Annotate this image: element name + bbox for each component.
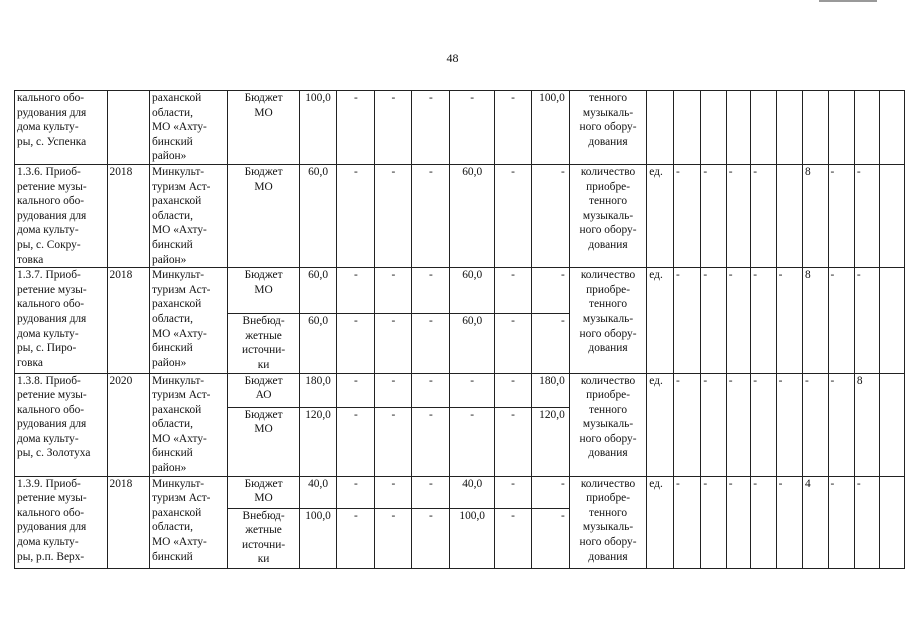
indicator-year-value: - (828, 164, 854, 267)
funding-total: 60,0 (299, 314, 337, 373)
rows.0.executor-line: области, (152, 106, 193, 119)
rows.2.name-line: ры, с. Пиро- (17, 342, 77, 355)
indicator-year-value: - (751, 268, 776, 373)
indicator-unit: ед. (647, 476, 674, 568)
indicator-year-value: - (776, 373, 802, 476)
rows.3.sources.0.source-line: Бюджет (244, 374, 283, 387)
activity-executor (150, 164, 228, 267)
rows.4.name-line: кального обо- (17, 506, 85, 519)
rows.1.name-line: кального обо- (17, 195, 85, 208)
indicator-year-value: - (726, 476, 750, 568)
indicator-name (569, 268, 646, 373)
funding-source (228, 476, 299, 508)
indicator-year-value: 8 (854, 373, 879, 476)
rows.3.name-line: ретение музы- (17, 389, 87, 402)
rows.3.indicator-line: тенного (589, 403, 628, 416)
rows.1.executor-line: район» (152, 253, 187, 266)
rows.4.name-line: ретение музы- (17, 492, 87, 505)
indicator-year-value (880, 476, 905, 568)
rows.1.sources.0.source-line: Бюджет (244, 165, 283, 178)
funding-year-value: - (337, 91, 375, 165)
rows.4.sources.1.source-line: жетные (245, 524, 282, 537)
rows.3.name-line: рудования для (17, 418, 87, 431)
indicator-year-value: - (701, 268, 726, 373)
funding-year-value: - (412, 373, 450, 407)
rows.4.indicator-line: ного обору- (579, 536, 637, 549)
rows.2.sources.0.source-line: МО (254, 283, 273, 296)
rows.3.sources.1.source-line: МО (254, 423, 273, 436)
funding-year-value: - (450, 91, 495, 165)
rows.1.name-line: рудования для (17, 209, 87, 222)
rows.4.name-line: 1.3.9. Приоб- (17, 477, 81, 490)
indicator-year-value (880, 164, 905, 267)
activity-year: 2018 (107, 268, 149, 373)
funding-year-value: - (494, 91, 531, 165)
indicator-year-value (751, 91, 776, 165)
indicator-year-value (776, 91, 802, 165)
rows.0.name-line: ры, с. Успенка (17, 135, 87, 148)
scan-artifact (819, 0, 877, 2)
funding-year-value: - (337, 164, 375, 267)
indicator-year-value: - (701, 164, 726, 267)
funding-year-value: - (337, 314, 375, 373)
funding-year-value: 100,0 (450, 508, 495, 568)
funding-year-value: - (412, 91, 450, 165)
funding-year-value: - (494, 164, 531, 267)
funding-year-value: - (531, 164, 569, 267)
rows.0.executor-line: МО «Ахту- (152, 121, 207, 134)
indicator-year-value (854, 91, 879, 165)
indicator-year-value: - (828, 373, 854, 476)
funding-year-value: - (412, 164, 450, 267)
indicator-name (569, 91, 646, 165)
indicator-year-value: - (701, 373, 726, 476)
activity-executor (150, 91, 228, 165)
rows.2.indicator-line: ного обору- (579, 327, 637, 340)
rows.2.indicator-line: количество (580, 269, 636, 282)
funding-total: 180,0 (299, 373, 337, 407)
activity-year (107, 91, 149, 165)
rows.2.sources.1.source-line: источни- (242, 344, 286, 357)
indicator-year-value: - (726, 373, 750, 476)
funding-source (228, 373, 299, 407)
rows.0.indicator-line: дования (588, 135, 628, 148)
activity-name (15, 373, 108, 476)
activity-year: 2018 (107, 164, 149, 267)
indicator-year-value: - (776, 476, 802, 568)
funding-year-value: 60,0 (450, 314, 495, 373)
rows.2.executor-line: район» (152, 356, 187, 369)
rows.4.executor-line: бинский (152, 550, 193, 563)
funding-year-value: - (531, 476, 569, 508)
rows.2.name-line: 1.3.7. Приоб- (17, 269, 81, 282)
rows.2.name-line: ретение музы- (17, 283, 87, 296)
rows.1.name-line: ры, с. Сокру- (17, 238, 81, 251)
rows.3.executor-line: области, (152, 418, 193, 431)
indicator-year-value: 4 (803, 476, 828, 568)
rows.2.sources.1.source-line: Внебюд- (242, 315, 285, 328)
rows.4.sources.1.source-line: ки (257, 553, 270, 566)
funding-year-value: - (375, 164, 412, 267)
funding-source (228, 508, 299, 568)
indicator-year-value (776, 164, 802, 267)
indicator-year-value: - (673, 164, 700, 267)
rows.1.name-line: товка (17, 253, 44, 266)
rows.2.executor-line: области, (152, 312, 193, 325)
rows.1.indicator-line: количество (580, 165, 636, 178)
funding-year-value: - (412, 508, 450, 568)
activity-executor (150, 373, 228, 476)
rows.1.name-line: ретение музы- (17, 180, 87, 193)
funding-year-value: - (412, 268, 450, 314)
rows.1.name-line: 1.3.6. Приоб- (17, 165, 81, 178)
funding-year-value: - (494, 407, 531, 476)
rows.3.executor-line: бинский (152, 447, 193, 460)
rows.0.executor-line: район» (152, 150, 187, 163)
rows.2.executor-line: туризм Аст- (152, 283, 211, 296)
rows.4.name-line: ры, р.п. Верх- (17, 550, 85, 563)
funding-year-value: - (412, 407, 450, 476)
indicator-year-value: - (673, 476, 700, 568)
rows.4.sources.0.source-line: Бюджет (244, 477, 283, 490)
rows.2.sources.1.source-line: жетные (245, 329, 282, 342)
table-row (15, 373, 905, 407)
funding-source (228, 314, 299, 373)
rows.2.indicator-line: музыкаль- (582, 312, 634, 325)
funding-year-value: - (337, 508, 375, 568)
rows.0.name-line: кального обо- (17, 92, 85, 104)
rows.4.indicator-line: дования (588, 550, 628, 563)
rows.4.executor-line: МО «Ахту- (152, 536, 207, 549)
indicator-unit: ед. (647, 164, 674, 267)
funding-year-value: - (375, 314, 412, 373)
page-number: 48 (446, 51, 459, 65)
funding-year-value: - (375, 407, 412, 476)
rows.2.executor-line: раханской (152, 298, 202, 311)
rows.3.indicator-line: приобре- (586, 389, 630, 402)
indicator-year-value: - (726, 268, 750, 373)
funding-total: 100,0 (299, 508, 337, 568)
funding-source (228, 407, 299, 476)
rows.4.executor-line: Минкульт- (152, 477, 205, 490)
rows.1.indicator-line: музыкаль- (582, 209, 634, 222)
rows.2.sources.0.source-line: Бюджет (244, 269, 283, 282)
indicator-year-value: - (828, 268, 854, 373)
funding-year-value: - (450, 407, 495, 476)
indicator-year-value: - (751, 164, 776, 267)
activity-year: 2018 (107, 476, 149, 568)
rows.4.sources.1.source-line: Внебюд- (242, 509, 285, 522)
rows.2.name-line: говка (17, 356, 43, 369)
funding-year-value: - (531, 314, 569, 373)
funding-year-value: 40,0 (450, 476, 495, 508)
funding-year-value: 180,0 (531, 373, 569, 407)
funding-year-value: - (450, 373, 495, 407)
rows.2.sources.1.source-line: ки (257, 358, 270, 371)
table-row (15, 268, 905, 314)
funding-year-value: 100,0 (531, 91, 569, 165)
rows.3.indicator-line: количество (580, 374, 636, 387)
funding-year-value: - (337, 268, 375, 314)
rows.1.indicator-line: дования (588, 238, 628, 251)
funding-year-value: 60,0 (450, 164, 495, 267)
rows.4.indicator-line: музыкаль- (582, 521, 634, 534)
rows.1.indicator-line: тенного (589, 195, 628, 208)
funding-year-value: - (412, 476, 450, 508)
indicator-year-value: - (776, 268, 802, 373)
rows.3.name-line: дома культу- (17, 432, 79, 445)
rows.3.sources.0.source-line: АО (255, 389, 272, 402)
funding-source (228, 268, 299, 314)
rows.3.indicator-line: дования (588, 447, 628, 460)
rows.4.executor-line: раханской (152, 506, 202, 519)
rows.0.sources.0.source-line: МО (254, 106, 273, 119)
indicator-year-value (803, 91, 828, 165)
indicator-year-value: - (803, 373, 828, 476)
rows.1.name-line: дома культу- (17, 224, 79, 237)
rows.2.indicator-line: дования (588, 342, 628, 355)
rows.1.indicator-line: приобре- (586, 180, 630, 193)
rows.1.sources.0.source-line: МО (254, 180, 273, 193)
funding-total: 40,0 (299, 476, 337, 508)
indicator-year-value (880, 268, 905, 373)
rows.0.executor-line: бинский (152, 135, 193, 148)
indicator-year-value: - (854, 268, 879, 373)
rows.2.executor-line: бинский (152, 342, 193, 355)
indicator-name (569, 164, 646, 267)
funding-year-value: - (337, 373, 375, 407)
funding-year-value: - (412, 314, 450, 373)
rows.0.name-line: рудования для (17, 106, 87, 119)
rows.2.indicator-line: тенного (589, 298, 628, 311)
rows.3.executor-line: МО «Ахту- (152, 432, 207, 445)
funding-year-value: - (375, 91, 412, 165)
rows.0.indicator-line: тенного (589, 92, 628, 104)
table-row (15, 164, 905, 267)
rows.2.executor-line: МО «Ахту- (152, 327, 207, 340)
funding-source (228, 91, 299, 165)
rows.1.executor-line: раханской (152, 195, 202, 208)
rows.4.indicator-line: количество (580, 477, 636, 490)
rows.0.sources.0.source-line: Бюджет (244, 92, 283, 104)
rows.4.name-line: дома культу- (17, 536, 79, 549)
rows.2.name-line: кального обо- (17, 298, 85, 311)
funding-year-value: 120,0 (531, 407, 569, 476)
program-activities-table (14, 90, 905, 569)
funding-year-value: - (494, 314, 531, 373)
indicator-name (569, 476, 646, 568)
activity-name (15, 476, 108, 568)
rows.4.executor-line: туризм Аст- (152, 492, 211, 505)
rows.3.name-line: ры, с. Золотуха (17, 447, 91, 460)
rows.0.name-line: дома культу- (17, 121, 79, 134)
table-row (15, 91, 905, 165)
activity-executor (150, 268, 228, 373)
indicator-year-value: - (751, 476, 776, 568)
indicator-year-value: - (701, 476, 726, 568)
indicator-year-value: - (673, 268, 700, 373)
rows.2.indicator-line: приобре- (586, 283, 630, 296)
indicator-year-value: - (673, 373, 700, 476)
indicator-year-value (701, 91, 726, 165)
rows.3.executor-line: туризм Аст- (152, 389, 211, 402)
indicator-year-value (880, 91, 905, 165)
rows.3.indicator-line: ного обору- (579, 432, 637, 445)
funding-total: 60,0 (299, 268, 337, 314)
rows.4.indicator-line: приобре- (586, 492, 630, 505)
funding-source (228, 164, 299, 267)
rows.1.executor-line: Минкульт- (152, 165, 205, 178)
rows.2.executor-line: Минкульт- (152, 269, 205, 282)
funding-year-value: 60,0 (450, 268, 495, 314)
rows.3.executor-line: раханской (152, 403, 202, 416)
indicator-year-value (726, 91, 750, 165)
funding-year-value: - (531, 268, 569, 314)
activity-name (15, 164, 108, 267)
indicator-year-value (880, 373, 905, 476)
funding-total: 100,0 (299, 91, 337, 165)
table-row (15, 476, 905, 508)
rows.4.sources.1.source-line: источни- (242, 538, 286, 551)
funding-year-value: - (375, 508, 412, 568)
indicator-year-value: - (828, 476, 854, 568)
activity-year: 2020 (107, 373, 149, 476)
indicator-name (569, 373, 646, 476)
indicator-year-value: 8 (803, 268, 828, 373)
funding-year-value: - (494, 476, 531, 508)
rows.3.indicator-line: музыкаль- (582, 418, 634, 431)
rows.0.indicator-line: ного обору- (579, 121, 637, 134)
activity-executor (150, 476, 228, 568)
rows.3.executor-line: Минкульт- (152, 374, 205, 387)
rows.3.name-line: 1.3.8. Приоб- (17, 374, 81, 387)
funding-year-value: - (494, 268, 531, 314)
funding-total: 60,0 (299, 164, 337, 267)
rows.3.executor-line: район» (152, 462, 187, 475)
funding-year-value: - (375, 476, 412, 508)
rows.0.executor-line: раханской (152, 92, 202, 104)
activity-name (15, 268, 108, 373)
activity-name (15, 91, 108, 165)
rows.1.indicator-line: ного обору- (579, 224, 637, 237)
funding-total: 120,0 (299, 407, 337, 476)
rows.1.executor-line: туризм Аст- (152, 180, 211, 193)
rows.4.indicator-line: тенного (589, 506, 628, 519)
rows.2.name-line: дома культу- (17, 327, 79, 340)
indicator-year-value (673, 91, 700, 165)
funding-year-value: - (337, 476, 375, 508)
indicator-year-value (828, 91, 854, 165)
funding-year-value: - (375, 373, 412, 407)
table-body (15, 91, 905, 569)
rows.4.executor-line: области, (152, 521, 193, 534)
rows.2.name-line: рудования для (17, 312, 87, 325)
rows.4.name-line: рудования для (17, 521, 87, 534)
indicator-year-value: - (854, 476, 879, 568)
rows.4.sources.0.source-line: МО (254, 492, 273, 505)
rows.1.executor-line: бинский (152, 238, 193, 251)
funding-year-value: - (375, 268, 412, 314)
rows.1.executor-line: МО «Ахту- (152, 224, 207, 237)
indicator-year-value: 8 (803, 164, 828, 267)
funding-year-value: - (531, 508, 569, 568)
rows.1.executor-line: области, (152, 209, 193, 222)
funding-year-value: - (337, 407, 375, 476)
indicator-year-value: - (854, 164, 879, 267)
indicator-year-value: - (751, 373, 776, 476)
rows.3.name-line: кального обо- (17, 403, 85, 416)
indicator-unit: ед. (647, 373, 674, 476)
funding-year-value: - (494, 508, 531, 568)
rows.3.sources.1.source-line: Бюджет (244, 408, 283, 421)
indicator-year-value: - (726, 164, 750, 267)
funding-year-value: - (494, 373, 531, 407)
indicator-unit: ед. (647, 268, 674, 373)
rows.0.indicator-line: музыкаль- (582, 106, 634, 119)
indicator-unit (647, 91, 674, 165)
